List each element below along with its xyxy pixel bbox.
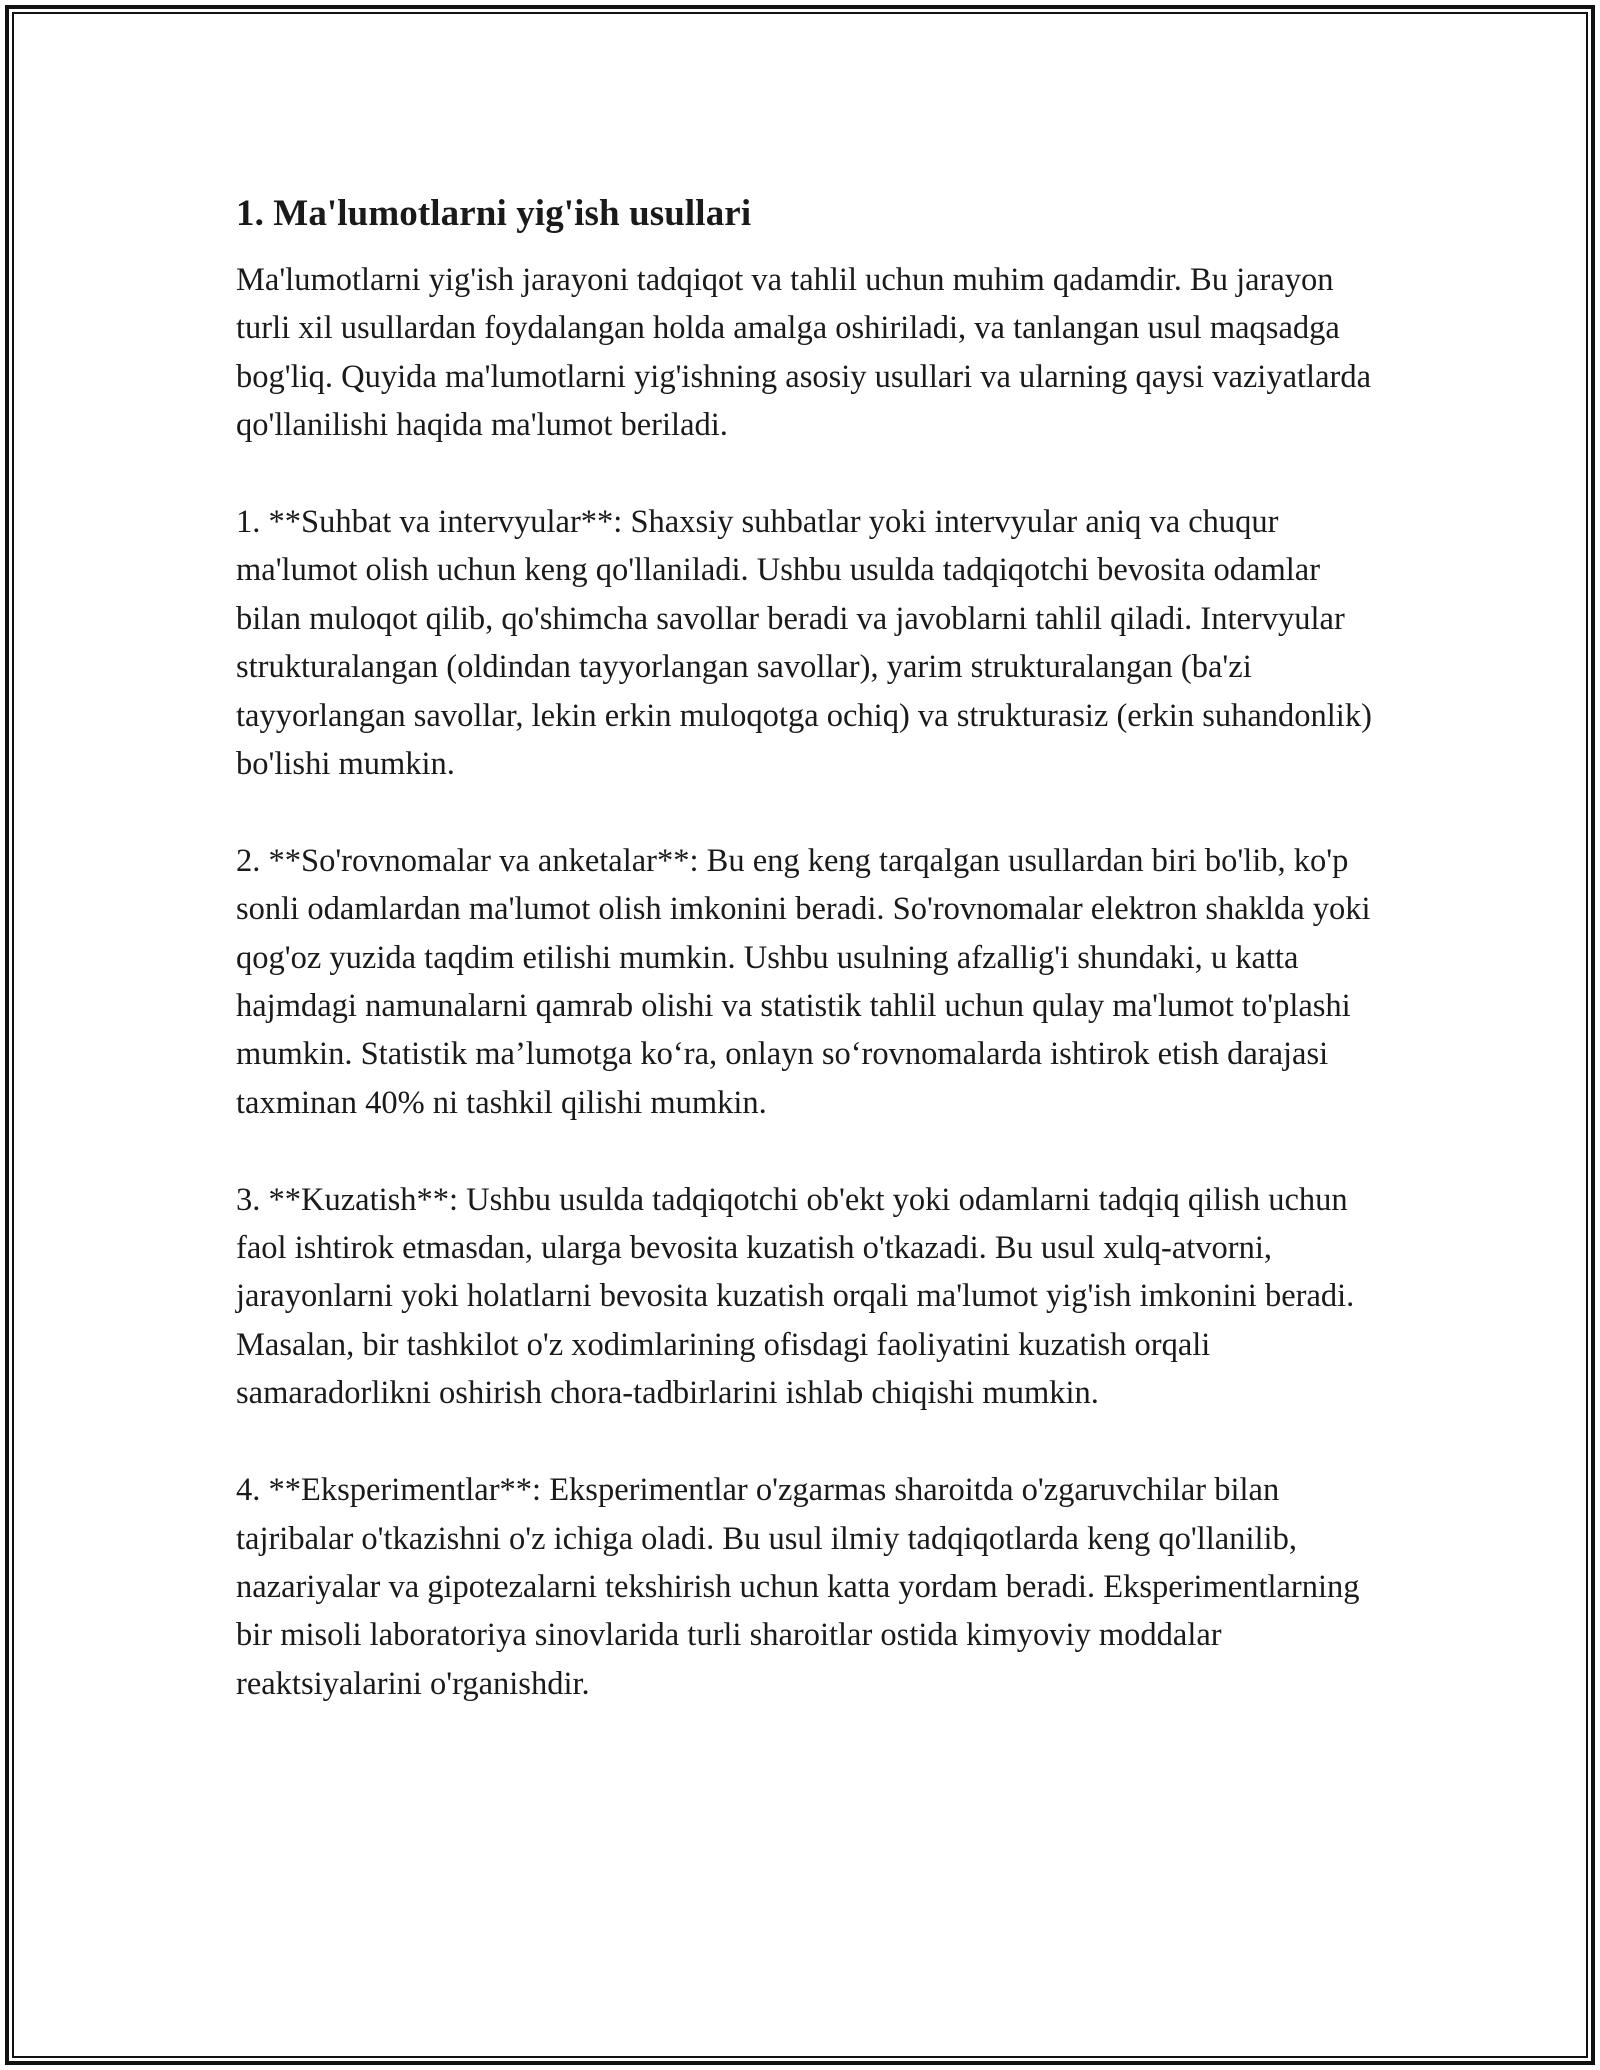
paragraph-surveys: 2. **So'rovnomalar va anketalar**: Bu eng keng tarqalgan usullardan biri bo'lib, ko'p sonli odamlardan ma'lumot olish imkonini beradi. So'rovnomalar elektron shaklda yoki qog'oz yuzida taqdim etilishi mumkin. Ushbu usulning afzallig'i shundaki, u katta hajmdagi namunalarni qamrab olishi va statistik tahlil uchun qulay ma'lumot to'plashi mumkin. Statistik ma’lumotga ko‘ra, onlayn so‘rovnomalarda ishtirok etish darajasi taxminan 40% ni tashkil qilishi mumkin. (236, 842, 1379, 1121)
paragraph-interviews: 1. **Suhbat va intervyular**: Shaxsiy suhbatlar yoki intervyular aniq va chuqur ma'lumot olish uchun keng qo'llaniladi. Ushbu usulda tadqiqotchi bevosita odamlar bilan muloqot qilib, qo'shimcha savollar beradi va javoblarni tahlil qiladi. Intervyular strukturalangan (oldindan tayyorlangan savollar), yarim strukturalangan (ba'zi tayyorlangan savollar, lekin erkin muloqotga ochiq) va strukturasiz (erkin suhandonlik) bo'lishi mumkin. (236, 504, 1381, 783)
document-body (236, 188, 1381, 1708)
document-title: 1. Ma'lumotlarni yig'ish usullari (236, 193, 752, 234)
paragraph-observation: 3. **Kuzatish**: Ushbu usulda tadqiqotchi ob'ekt yoki odamlarni tadqiq qilish uchun faol ishtirok etmasdan, ularga bevosita kuzatish o'tkazadi. Bu usul xulq-atvorni, jarayonlarni yoki holatlarni bevosita kuzatish orqali ma'lumot yig'ish imkonini beradi. Masalan, bir tashkilot o'z xodimlarining ofisdagi faoliyatini kuzatish orqali samaradorlikni oshirish chora-tadbirlarini ishlab chiqishi mumkin. (236, 1181, 1363, 1412)
paragraph-experiments: 4. **Eksperimentlar**: Eksperimentlar o'zgarmas sharoitda o'zgaruvchilar bilan tajribalar o'tkazishni o'z ichiga oladi. Bu usul ilmiy tadqiqotlarda keng qo'llanilib, nazariyalar va gipotezalarni tekshirish uchun katta yordam beradi. Eksperimentlarning bir misoli laboratoriya sinovlarida turli sharoitlar ostida kimyoviy moddalar reaktsiyalarini o'rganishdir. (236, 1472, 1368, 1702)
intro-paragraph: Ma'lumotlarni yig'ish jarayoni tadqiqot va tahlil uchun muhim qadamdir. Bu jarayon turli xil usullardan foydalangan holda amalga oshiriladi, va tanlangan usul maqsadga bog'liq. Quyida ma'lumotlarni yig'ishning asosiy usullari va ularning qaysi vaziyatlarda qo'llanilishi haqida ma'lumot beriladi. (236, 262, 1380, 444)
